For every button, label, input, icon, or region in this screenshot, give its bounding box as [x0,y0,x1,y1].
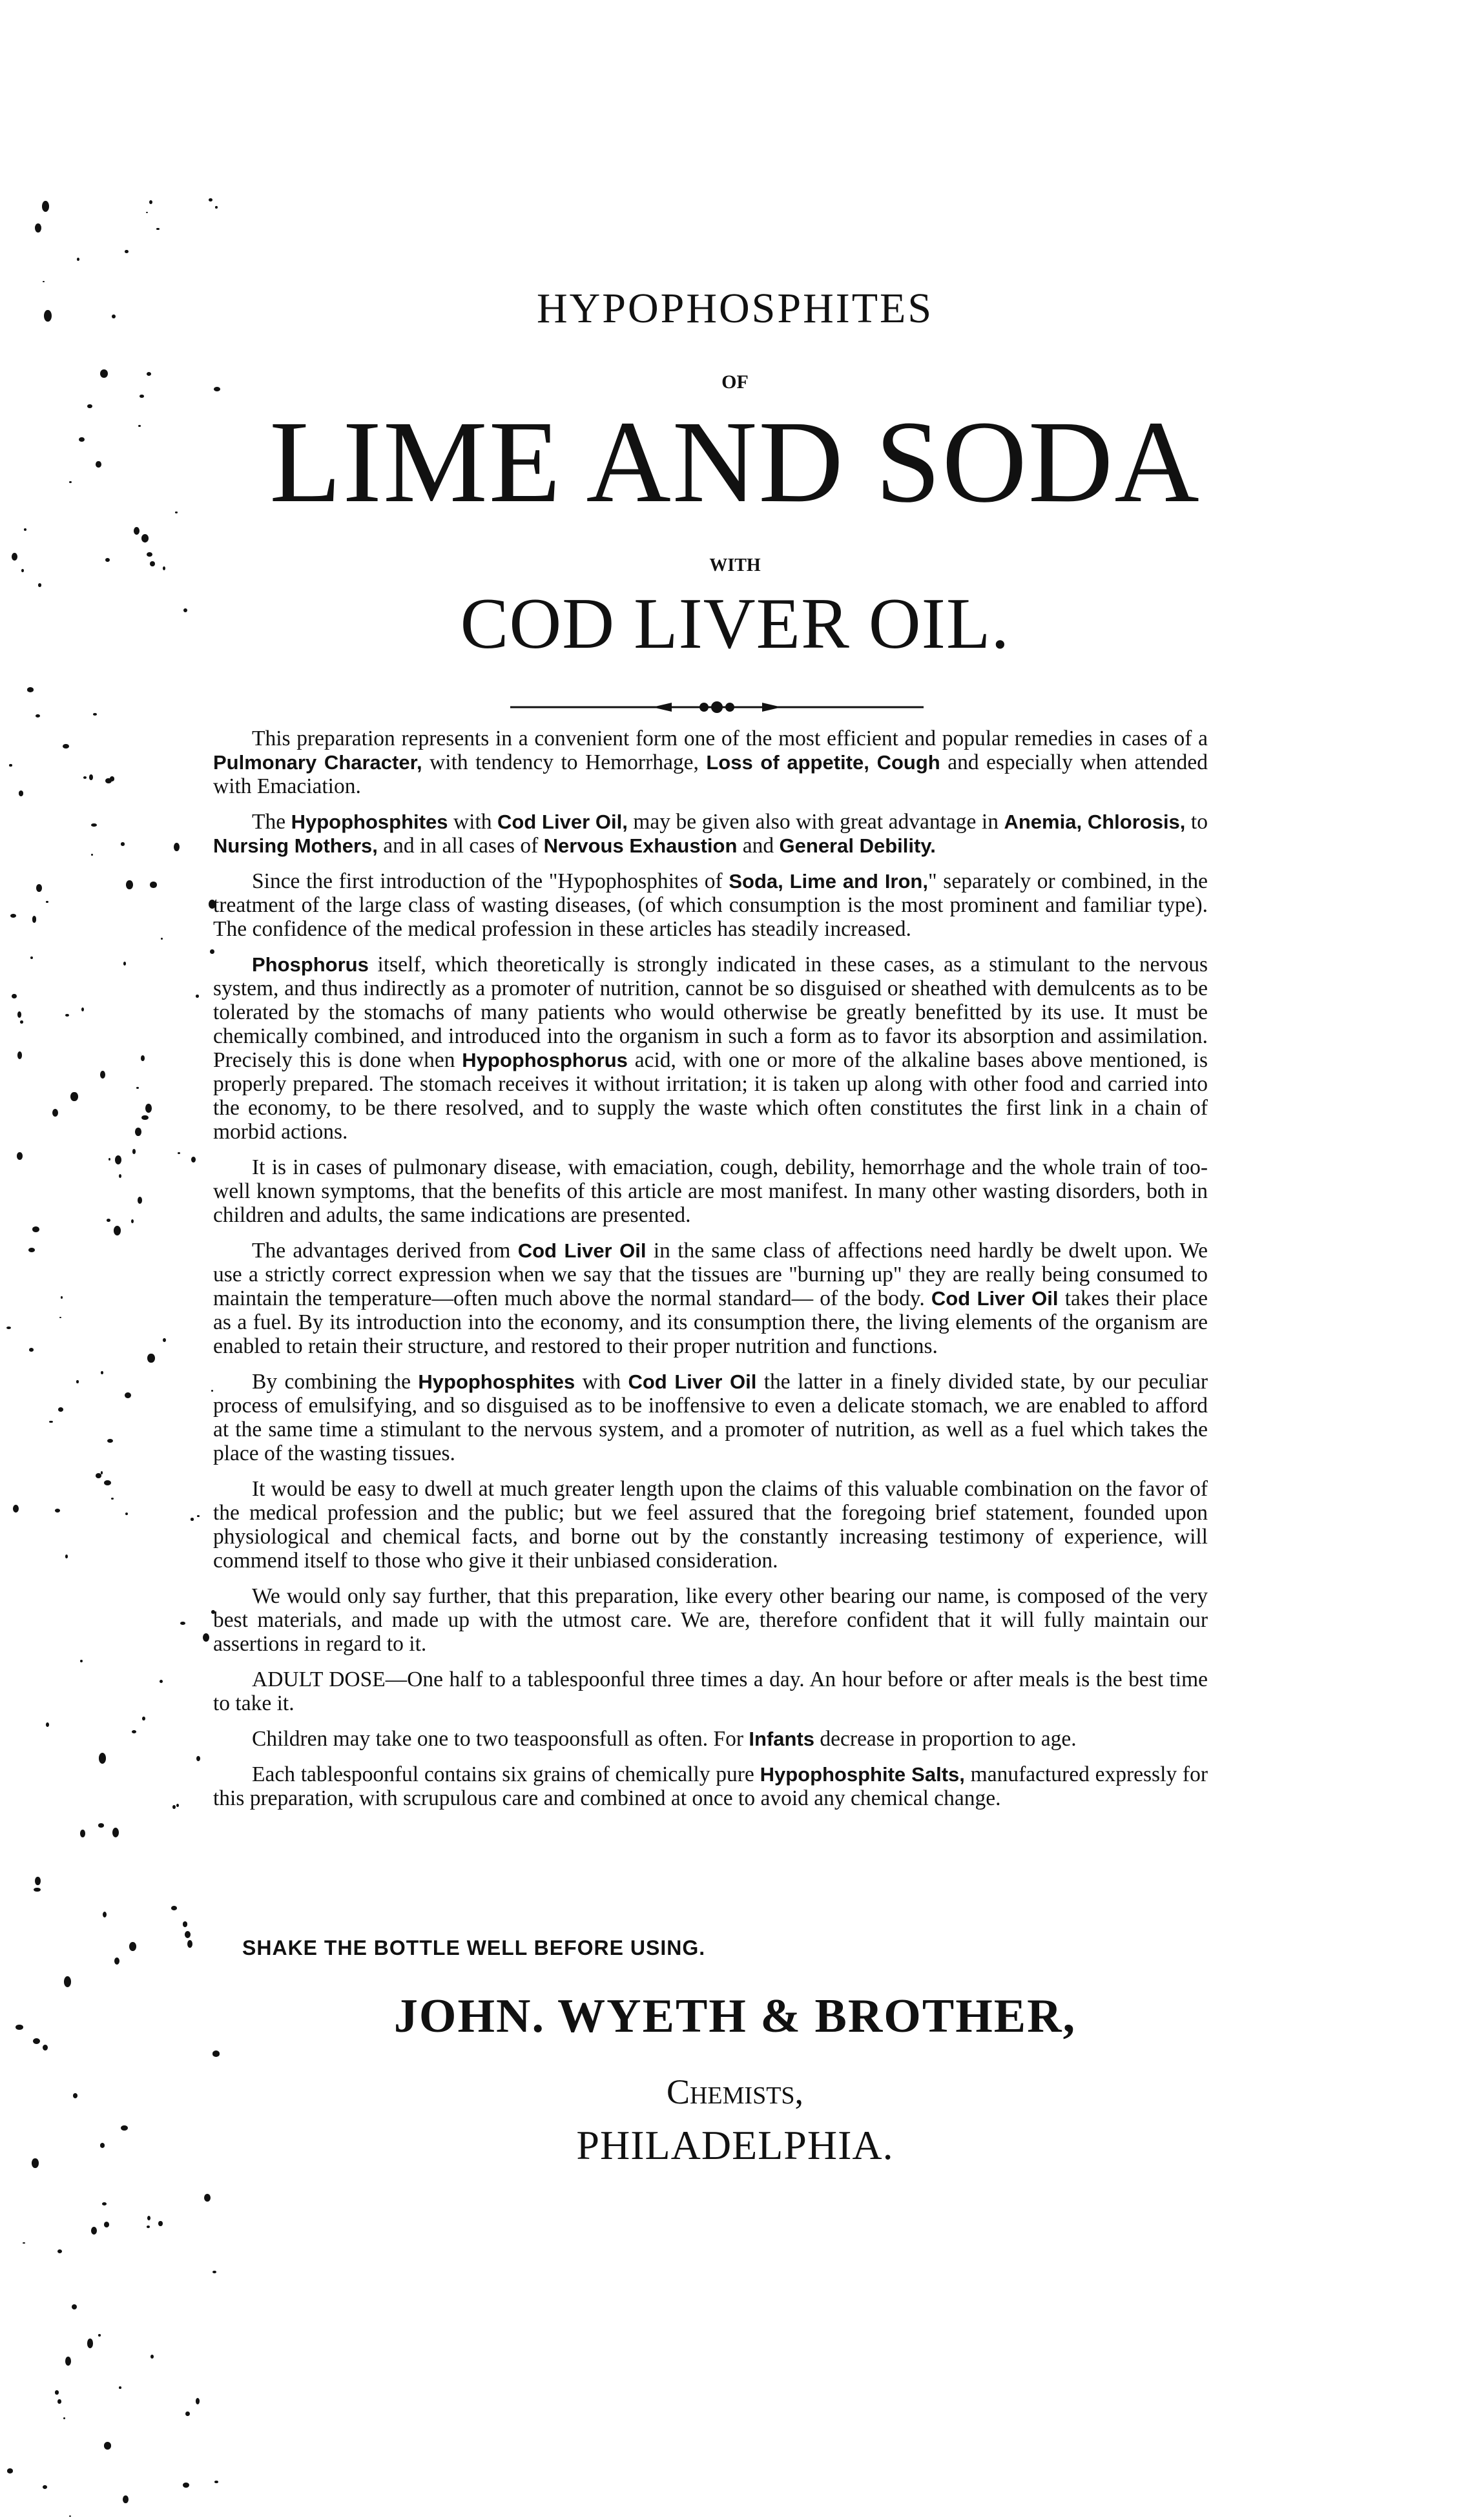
emphasis-text: Cod Liver Oil [931,1287,1059,1310]
speck [13,1505,19,1513]
speck [125,250,129,254]
speck [23,2242,25,2244]
title-of: OF [721,371,749,393]
speck [132,1730,136,1733]
speck [32,1226,40,1232]
speck [57,2249,62,2253]
speck [147,2226,150,2228]
speck [69,2515,71,2517]
speck [183,2483,189,2488]
speck [171,1906,177,1910]
speck [12,994,17,999]
speck [98,2334,101,2337]
paragraph-text: manufactured expressly for this preparation, with scrupulous care and combined at once to avoid any chemical change. [213,1762,1208,1810]
speck [183,1921,188,1927]
speck [104,2222,109,2227]
speck [61,1296,63,1299]
speck [81,1007,84,1011]
speck [87,2339,94,2348]
speck [111,1498,114,1500]
title-with: WITH [709,555,761,575]
paragraph-text: The [252,810,291,834]
speck [35,223,41,232]
emphasis-text: Hypophosphites [418,1370,575,1393]
speck [46,1722,49,1727]
emphasis-text: Nursing Mothers, [213,834,378,857]
speck [17,1152,23,1159]
speck [105,778,112,784]
speck [30,956,33,959]
body-text [213,727,1208,1822]
speck [43,2045,48,2051]
speck [125,1392,131,1398]
speck [112,1828,119,1837]
speck [36,884,42,891]
speck [64,1976,71,1987]
speck [99,1753,107,1764]
firm-role: Chemists, [666,2072,804,2111]
speck [176,1804,179,1807]
paragraph-text: to [1185,810,1208,834]
speck [156,228,159,231]
emphasis-text: Nervous Exhaustion [543,834,738,857]
speck [114,1957,119,1965]
speck [58,1407,63,1412]
paragraph-text: It would be easy to dwell at much greater length upon the claims of this valuable combination on the favor of the medical profession and the public; but we feel assured that the foregoing brief statement, founded upon physiological and chemical facts, and borne out by the constantly increasing testimony of experience, will commend itself to those who give it their unbiased consideration. [213,1477,1208,1573]
speck [187,1940,192,1948]
speck [109,1158,110,1161]
paragraph-text: and in all cases of [377,834,544,858]
speck [214,2481,218,2483]
speck [32,916,37,922]
emphasis-text: Soda, Lime and Iron, [729,870,928,893]
speck [135,1128,141,1135]
speck [123,962,126,966]
shake-notice: SHAKE THE BOTTLE WELL BEFORE USING. [242,1936,706,1959]
speck [136,1087,139,1089]
speck [138,1197,142,1203]
speck [160,1680,163,1683]
speck [98,1823,105,1828]
emphasis-text: Cod Liver Oil [517,1239,647,1262]
paragraph [213,1239,1208,1358]
speck [196,995,199,997]
paragraph [213,1155,1208,1227]
speck [91,2227,98,2235]
paragraph-text: acid, with one or more of the alkaline bases above mentioned, is properly prepared. The stomach receives it without irritation; it is taken up along with other food and carried into the economy, to be there resolved, and to supply the waste which often constitutes the first link in a chain of morbid actions. [213,1048,1208,1144]
speck [65,2357,71,2366]
speck [191,1518,194,1520]
speck [9,764,12,767]
speck [174,843,180,852]
emphasis-text: General Debility. [779,834,936,857]
speck [172,1805,176,1809]
paragraph [213,1668,1208,1715]
speck [180,1622,185,1625]
speck [17,1011,21,1018]
speck [100,1071,105,1079]
speck [17,1051,22,1059]
speck [29,1348,34,1352]
speck [114,1226,121,1235]
speck [149,200,152,204]
speck [163,1338,166,1342]
emphasis-text: Phosphorus [252,953,369,976]
paragraph-text: in the same class of affections need hardly be dwelt upon. We use a strictly correct expression when we say that the tissues are "burning up" they are really being consumed to maintain the temperature—often much above the normal standard— of the body. [213,1239,1208,1310]
speck [65,1554,68,1558]
speck [107,1439,113,1443]
speck [150,882,156,888]
speck [57,2399,61,2404]
speck [24,528,26,531]
speck [101,1471,103,1474]
emphasis-text: Pulmonary Character, [213,751,422,774]
speck [43,2485,47,2489]
speck [46,901,48,904]
speck [59,1317,62,1319]
speck [203,1633,209,1642]
speck [80,1660,83,1662]
paragraph-text: and especially when attended with Emaciation. [213,750,1208,798]
speck [6,1327,11,1329]
paragraph-text: Each tablespoonful contains six grains of chemically pure [252,1762,760,1786]
speck [76,1380,79,1383]
speck [147,2216,150,2220]
speck [131,1219,134,1223]
speck [43,281,45,282]
emphasis-text: Infants [749,1728,815,1750]
title-hypophosphites: HYPOPHOSPHITES [536,285,934,332]
speck [104,2442,111,2449]
paragraph-text: Since the first introduction of the "Hypophosphites of [252,869,729,893]
speck [72,2304,77,2309]
speck [63,2417,65,2419]
paragraph-text: with tendency to Hemorrhage, [422,750,707,774]
speck [63,744,69,749]
paragraph-text: the latter in a finely divided state, by our peculiar process of emulsifying, and so disguised as to be inoffensive to even a delicate stomach, we are enabled to afford at the same time a stimulant to the nervous system, and a promoter of nutrition, as well as a fuel which takes the place of the wasting tissues. [213,1370,1208,1465]
speck [10,914,16,918]
speck [134,527,140,535]
paragraph [213,1762,1208,1810]
speck [20,1020,23,1024]
paragraph-text: Children may take one to two teaspoonsfull as often. For [252,1727,749,1751]
speck [83,776,87,779]
paragraph-text: may be given also with great advantage in [627,810,1004,834]
speck [7,2468,13,2473]
speck [146,212,148,213]
ornamental-rule [510,700,924,714]
speck [27,687,34,692]
speck [142,1717,145,1721]
paragraph [213,1727,1208,1751]
speck [38,583,41,587]
speck [115,1155,121,1164]
title-cod-liver-oil: COD LIVER OIL. [460,584,1010,664]
paragraph [213,1584,1208,1656]
speck [123,2495,129,2503]
paragraph-text: with [448,810,498,834]
emphasis-text: Cod Liver Oil, [497,811,628,833]
speck [215,206,218,209]
speck [49,1421,53,1423]
speck [140,395,144,398]
paragraph [213,1477,1208,1573]
speck [161,938,163,940]
speck [107,1219,110,1222]
speck [103,1912,107,1917]
speck [89,774,93,780]
speck [191,1157,195,1162]
speck [19,790,23,796]
speck [141,534,149,542]
speck [132,1149,136,1154]
speck [212,2050,220,2056]
speck [80,1830,85,1837]
speck [101,1371,103,1374]
emphasis-text: Loss of appetite, Cough [706,751,940,774]
speck [52,1109,58,1117]
paragraph [213,869,1208,941]
speck [102,2202,107,2205]
paragraph [213,810,1208,858]
speck [91,854,93,856]
paragraph-text: itself, which theoretically is strongly indicated in these cases, as a stimulant to the nervous system, and thus indirectly as a promoter of nutrition, cannot be so disguised or sheathed with demulcents as to be tolerated by the stomachs of many patients who would otherwise be greatly benefitted by its use. It must be chemically combined, and introduced into the organism in such a form as to favor its absorption and assimilation. Precisely this is done when [213,953,1208,1072]
speck [34,1888,41,1892]
speck [91,823,96,827]
speck [125,1513,128,1515]
paragraph-text: It is in cases of pulmonary disease, with emaciation, cough, debility, hemorrhage and the whole train of too-well known symptoms, that the benefits of this article are most manifest. In many other wasting disorders, both in children and adults, the same indications are presented. [213,1155,1208,1227]
emphasis-text: Anemia, Chlorosis, [1004,811,1186,833]
speck [141,1115,149,1120]
speck [65,1014,69,1017]
paragraph [213,1370,1208,1465]
speck [93,713,98,716]
paragraph-text: By combining the [252,1370,419,1394]
speck [121,842,125,845]
speck [196,1756,200,1761]
paragraph-text: The advantages derived from [252,1239,518,1263]
firm-name: JOHN. WYETH & BROTHER, [393,1990,1077,2043]
emphasis-text: Hypophosphorus [462,1049,628,1071]
speck [119,2386,121,2389]
speck [196,2398,200,2404]
speck [185,2412,190,2416]
speck [28,1248,35,1252]
paragraph-text: with [575,1370,628,1394]
emphasis-text: Hypophosphite Salts, [760,1763,965,1786]
speck [197,1515,200,1517]
speck [55,2390,59,2394]
emphasis-text: Cod Liver Oil [628,1370,757,1393]
speck [209,198,212,201]
emphasis-text: Hypophosphites [291,811,448,833]
firm-city: PHILADELPHIA. [576,2122,894,2168]
speck [204,2194,211,2202]
speck [141,1055,145,1061]
paragraph-text: takes their place as a fuel. By its introduction into the economy, and its consumption there, the living elements of the organism are enabled to retain their structure, and restored to their proper nutrition and functions. [213,1286,1208,1358]
paragraph-text: We would only say further, that this preparation, like every other bearing our name, is composed of the very best materials, and made up with the utmost care. We are, therefore confident that it will fully maintain our assertions in regard to it. [213,1584,1208,1656]
speck [70,1092,78,1101]
paragraph [213,953,1208,1144]
speck [36,714,40,718]
speck [55,1509,60,1513]
paragraph-text: and [737,834,780,858]
paragraph-text: This preparation represents in a convenient form one of the most efficient and popular remedies in cases of a [252,727,1208,750]
paragraph-text: ADULT DOSE—One half to a tablespoonful three times a day. An hour before or after meals is the best time to take it. [213,1668,1208,1715]
title-lime-and-soda: LIME AND SODA [269,397,1201,527]
speck [158,2221,162,2226]
speck [150,2355,154,2359]
speck [185,1931,191,1938]
speck [126,880,132,889]
speck [119,1174,121,1178]
speck [129,1942,136,1952]
paragraph-text: decrease in proportion to age. [814,1727,1077,1751]
paragraph-text: " separately or combined, in the treatment of the large class of wasting diseases, (of which consumption is the most prominent and familiar type). The confidence of the medical profession in these articles has steadily increased. [213,869,1208,941]
speck [77,258,79,261]
speck [145,1104,152,1112]
speck [42,201,49,212]
speck [35,1877,40,1885]
speck [212,2271,216,2273]
paragraph [213,727,1208,798]
speck [104,1480,111,1485]
speck [147,1354,154,1363]
speck [178,1152,180,1154]
